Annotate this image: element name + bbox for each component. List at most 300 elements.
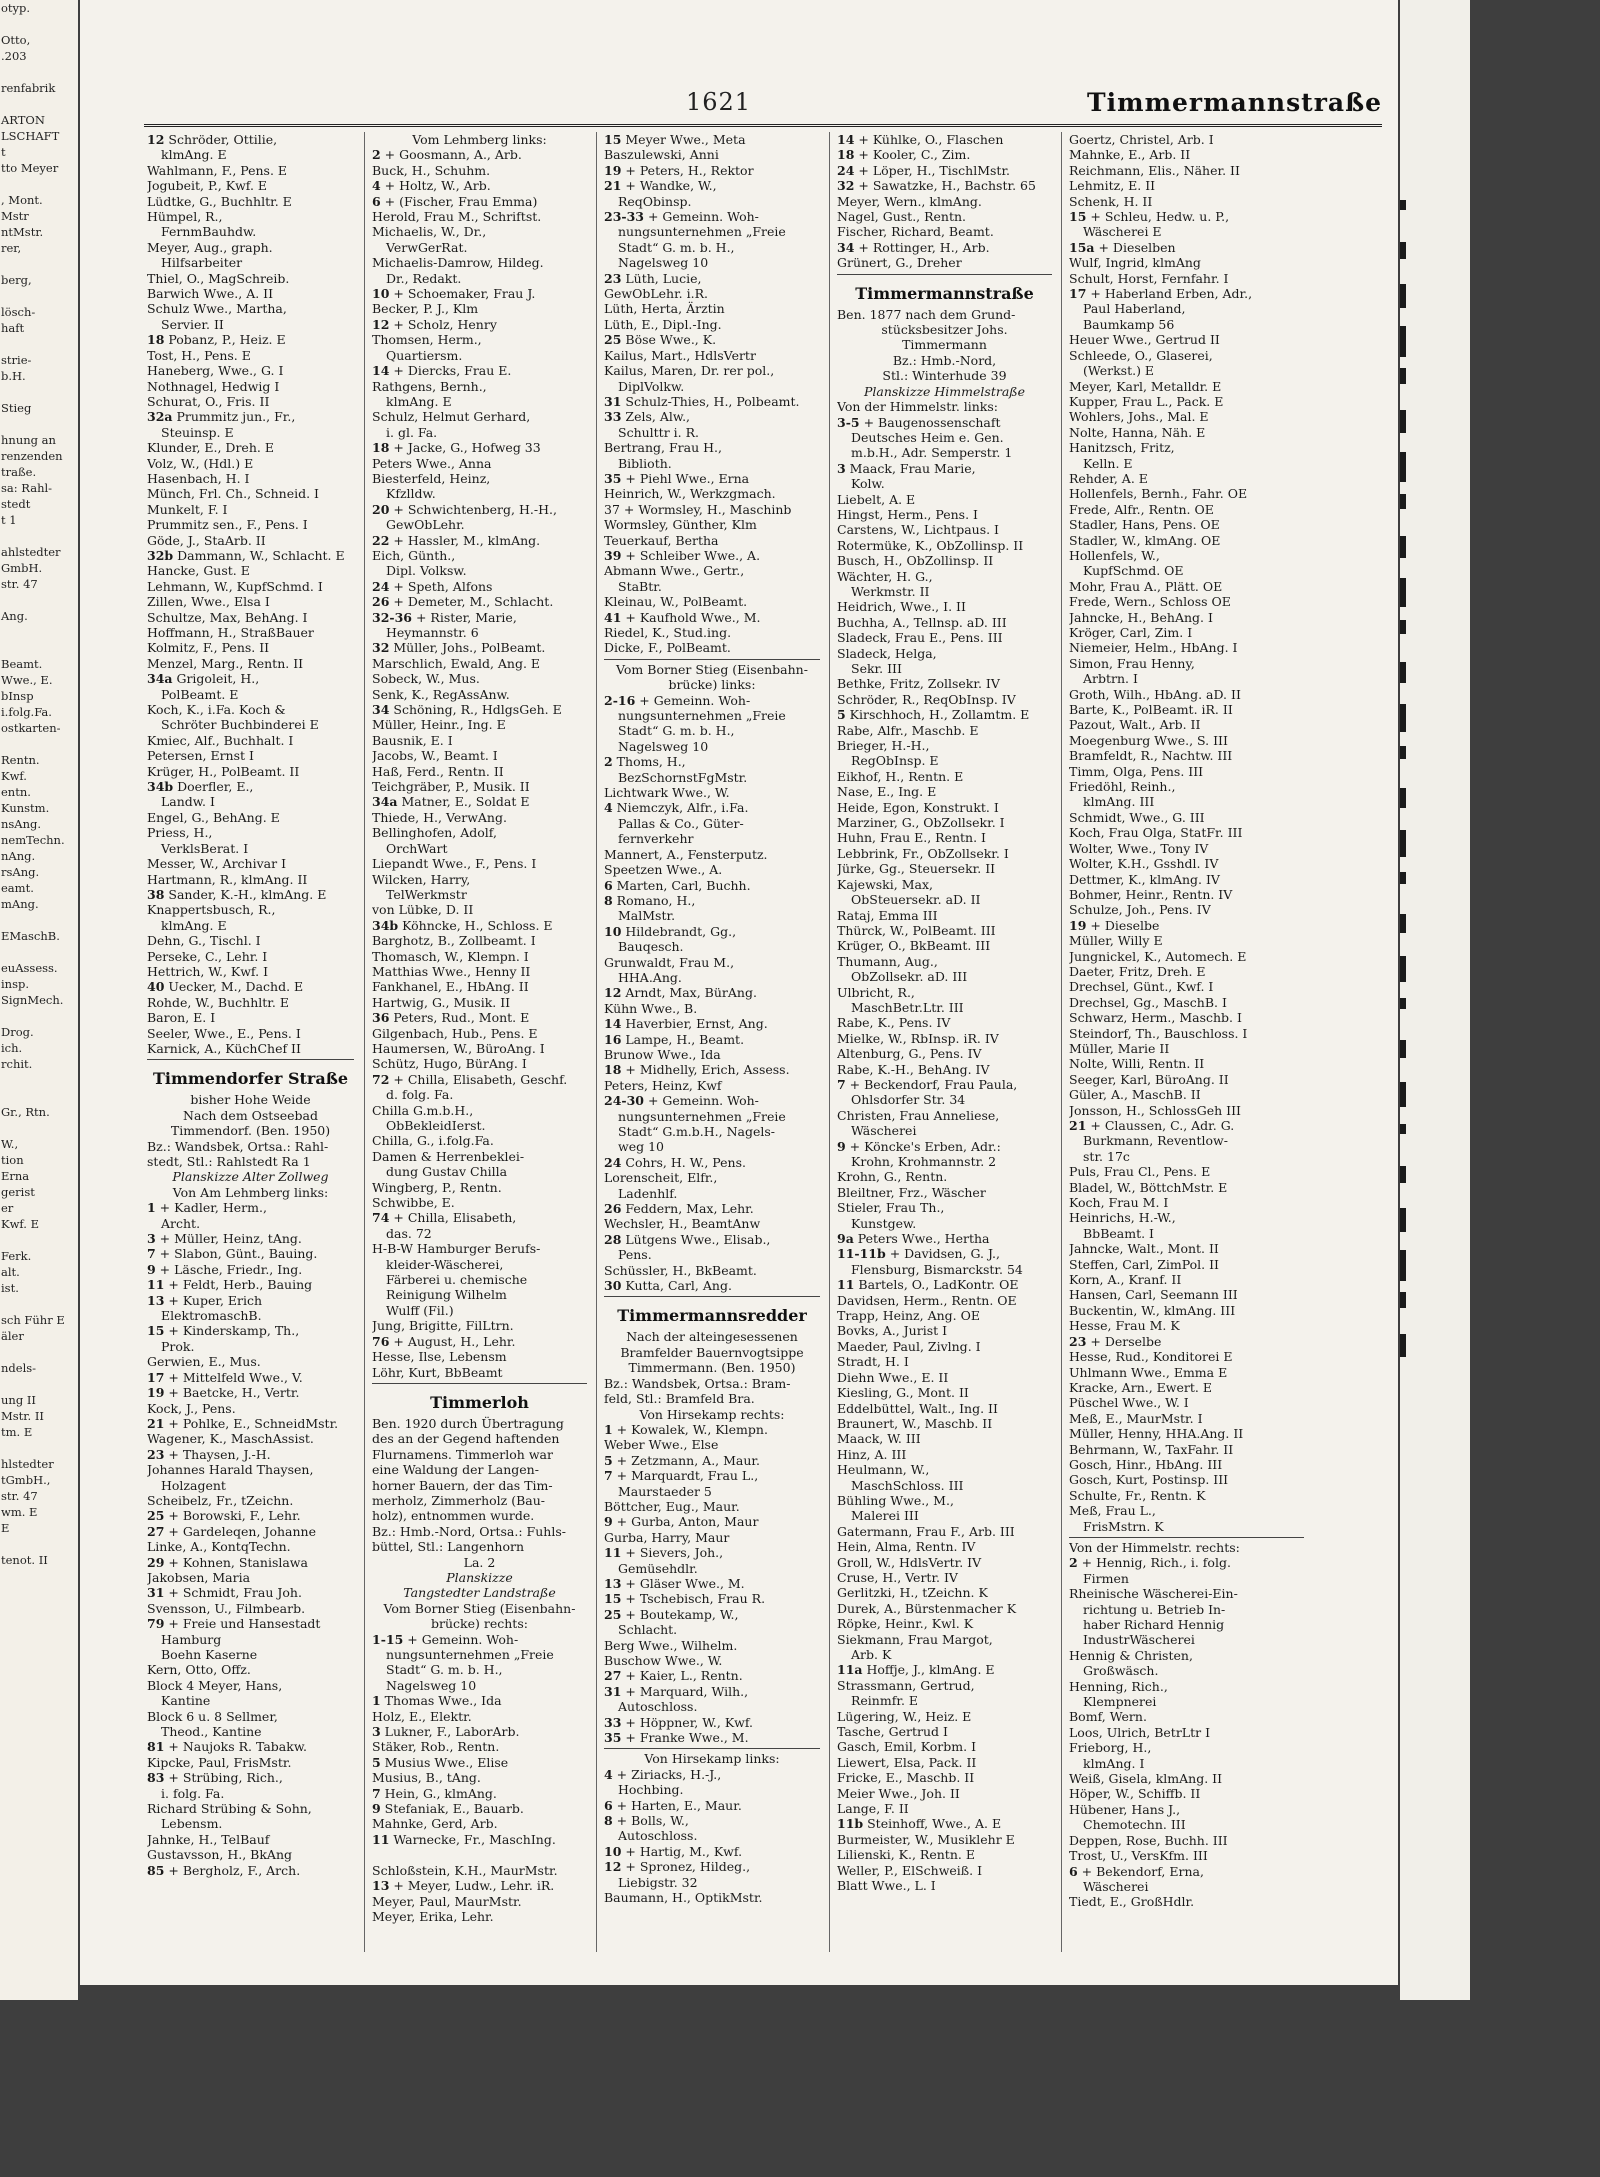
directory-entry: 26 Feddern, Max, Lehr. bbox=[604, 1201, 754, 1217]
directory-entry: 3 + Müller, Heinz, tAng. bbox=[147, 1231, 302, 1247]
directory-entry: Brunow Wwe., Ida bbox=[604, 1046, 721, 1062]
left-page-fragment: Mstr. II bbox=[1, 1409, 44, 1423]
directory-entry: Heinrich, W., Werkzgmach. bbox=[604, 486, 776, 502]
directory-entry: Hansen, Carl, Seemann III bbox=[1069, 1287, 1238, 1303]
directory-entry: 7 + Slabon, Günt., Bauing. bbox=[147, 1246, 318, 1262]
directory-entry: Kracke, Arn., Ewert. E bbox=[1069, 1379, 1212, 1395]
directory-entry: Lilienski, K., Rentn. E bbox=[837, 1847, 975, 1863]
directory-entry: Henning, Rich., bbox=[1069, 1678, 1168, 1694]
directory-entry: Boehn Kaserne bbox=[161, 1647, 258, 1662]
directory-entry: IndustrWäscherei bbox=[1083, 1632, 1195, 1648]
directory-entry: Rotermüke, K., ObZollinsp. II bbox=[837, 537, 1024, 553]
directory-entry: Gatermann, Frau F., Arb. III bbox=[837, 1523, 1015, 1539]
directory-entry: KupfSchmd. OE bbox=[1083, 563, 1184, 579]
directory-entry: Gosch, Kurt, Postinsp. III bbox=[1069, 1472, 1229, 1488]
directory-entry: 3 Lukner, F., LaborArb. bbox=[372, 1724, 520, 1740]
house-number: 34a bbox=[372, 794, 398, 810]
left-page-fragment: rer, bbox=[1, 241, 22, 255]
directory-entry: Nagelsweg 10 bbox=[618, 255, 709, 271]
directory-page bbox=[80, 0, 1398, 1985]
house-number: 10 bbox=[604, 1843, 622, 1859]
left-page-fragment: alt. bbox=[1, 1265, 20, 1279]
directory-entry: Kock, J., Pens. bbox=[147, 1400, 236, 1416]
street-note: Bramfelder Bauernvogtsippe bbox=[620, 1344, 804, 1360]
directory-entry: Arbtrn. I bbox=[1083, 671, 1138, 687]
directory-entry: nungsunternehmen „Freie bbox=[618, 708, 786, 724]
left-page-fragment bbox=[0, 1232, 78, 1248]
house-number: 5 bbox=[604, 1452, 613, 1468]
directory-entry: Schulttr i. R. bbox=[618, 424, 699, 440]
house-number: 23 bbox=[147, 1446, 165, 1462]
street-note: Timmermann bbox=[902, 337, 987, 353]
left-page-fragment: EMaschB. bbox=[1, 929, 60, 943]
right-page-edge-mark bbox=[1400, 704, 1406, 732]
right-page-edge-mark bbox=[1400, 872, 1406, 884]
directory-entry: Drechsel, Gg., MaschB. I bbox=[1069, 994, 1227, 1010]
directory-entry: Diehn Wwe., E. II bbox=[837, 1369, 949, 1385]
directory-entry: Mannert, A., Fensterputz. bbox=[604, 846, 768, 862]
directory-entry: dung Gustav Chilla bbox=[386, 1164, 508, 1180]
directory-entry: Wohlers, Johs., Mal. E bbox=[1069, 409, 1209, 425]
directory-entry: Schulz Wwe., Martha, bbox=[147, 301, 287, 317]
directory-entry: Deppen, Rose, Buchh. III bbox=[1069, 1832, 1228, 1848]
left-page-fragment: er bbox=[1, 1201, 14, 1215]
house-number: 22 bbox=[372, 532, 390, 548]
directory-entry: Tasche, Gertrud I bbox=[837, 1724, 948, 1740]
directory-entry: Prok. bbox=[161, 1338, 195, 1354]
directory-entry: Seeler, Wwe., E., Pens. I bbox=[147, 1025, 301, 1041]
directory-entry: Cruse, H., Vertr. IV bbox=[837, 1569, 958, 1585]
column-2 bbox=[364, 132, 591, 1952]
house-number: 15a bbox=[1069, 239, 1095, 255]
house-number: 38 bbox=[147, 886, 165, 902]
directory-entry: 21 + Wandke, W., bbox=[604, 178, 717, 194]
directory-entry: Hingst, Herm., Pens. I bbox=[837, 506, 978, 522]
directory-entry: Göde, J., StaArb. II bbox=[147, 532, 266, 548]
directory-entry: Menzel, Marg., Rentn. II bbox=[147, 655, 304, 671]
left-page-fragment: SignMech. bbox=[1, 993, 64, 1007]
directory-entry: 15 + Tschebisch, Frau R. bbox=[604, 1591, 766, 1607]
directory-entry: Schröter Buchbinderei E bbox=[161, 717, 319, 733]
house-number: 24 bbox=[604, 1154, 622, 1170]
directory-entry: Gosch, Hinr., HbAng. III bbox=[1069, 1456, 1223, 1472]
left-page-fragment bbox=[0, 736, 78, 752]
directory-entry: 24 + Löper, H., TischlMstr. bbox=[837, 162, 1011, 178]
directory-entry: Eikhof, H., Rentn. E bbox=[837, 768, 964, 784]
directory-entry: Kleinau, W., PolBeamt. bbox=[604, 594, 748, 610]
left-page-fragment: Drog. bbox=[1, 1025, 34, 1039]
directory-entry: 1 + Kadler, Herm., bbox=[147, 1200, 267, 1216]
directory-entry: 24-30 + Gemeinn. Woh- bbox=[604, 1093, 759, 1109]
directory-entry: 15 + Kinderskamp, Th., bbox=[147, 1323, 300, 1339]
directory-entry: Quartiersm. bbox=[386, 347, 463, 363]
directory-entry: 10 Hildebrandt, Gg., bbox=[604, 923, 737, 939]
directory-entry: Kunstgew. bbox=[851, 1215, 917, 1231]
directory-entry: Chemotechn. III bbox=[1083, 1817, 1186, 1833]
directory-entry: 3 Maack, Frau Marie, bbox=[837, 460, 976, 476]
directory-entry: Schwarz, Herm., Maschb. I bbox=[1069, 1010, 1242, 1026]
directory-entry: Ben. 1877 nach dem Grund- bbox=[837, 306, 1016, 322]
left-page-fragment: tto Meyer bbox=[1, 161, 59, 175]
directory-entry: Wingberg, P., Rentn. bbox=[372, 1179, 502, 1195]
house-number: 36 bbox=[372, 1010, 390, 1026]
directory-entry: Nolte, Willi, Rentn. II bbox=[1069, 1056, 1205, 1072]
directory-entry: Gasch, Emil, Korbm. I bbox=[837, 1739, 977, 1755]
directory-entry: Paul Haberland, bbox=[1083, 301, 1186, 317]
directory-entry: Bauqesch. bbox=[618, 939, 684, 955]
directory-entry: 29 + Kohnen, Stanislawa bbox=[147, 1554, 308, 1570]
left-page-fragment: Kwf. bbox=[1, 769, 27, 783]
directory-entry: Goertz, Christel, Arb. I bbox=[1069, 132, 1214, 147]
directory-entry: Engel, G., BehAng. E bbox=[147, 809, 280, 825]
section-divider bbox=[147, 1059, 354, 1060]
left-page-fragment bbox=[0, 384, 78, 400]
section-divider bbox=[604, 1296, 820, 1297]
left-page-fragment: t bbox=[1, 145, 6, 159]
left-page-fragment: Kunstm. bbox=[1, 801, 50, 815]
left-page-fragment: äler bbox=[1, 1329, 24, 1343]
directory-entry: Rathgens, Bernh., bbox=[372, 378, 487, 394]
directory-entry: Kern, Otto, Offz. bbox=[147, 1662, 251, 1678]
directory-entry: nungsunternehmen „Freie bbox=[618, 224, 786, 240]
directory-entry: Strassmann, Gertrud, bbox=[837, 1677, 975, 1693]
directory-entry: Senk, K., RegAssAnw. bbox=[372, 686, 510, 702]
house-number: 2 bbox=[372, 147, 381, 163]
directory-entry: Koch, Frau Olga, StatFr. III bbox=[1069, 825, 1243, 841]
left-page-fragment: hlstedter bbox=[1, 1457, 54, 1471]
directory-entry: Nase, E., Ing. E bbox=[837, 784, 937, 800]
directory-entry: Prummitz sen., F., Pens. I bbox=[147, 517, 308, 533]
directory-entry: Rehder, A. E bbox=[1069, 470, 1148, 486]
left-page-fragment bbox=[0, 1440, 78, 1456]
directory-entry: 34a Matner, E., Soldat E bbox=[372, 794, 530, 810]
house-number: 14 bbox=[837, 132, 855, 147]
left-page-fragment bbox=[0, 1008, 78, 1024]
directory-entry: des an der Gegend haftenden bbox=[372, 1431, 560, 1447]
directory-entry: Baumann, H., OptikMstr. bbox=[604, 1890, 763, 1906]
directory-entry: Schleede, O., Glaserei, bbox=[1069, 347, 1213, 363]
house-number: 33 bbox=[604, 409, 622, 425]
directory-entry: Becker, P. J., Klm bbox=[372, 301, 479, 317]
directory-entry: Stadt“ G.m.b.H., Nagels- bbox=[618, 1124, 775, 1139]
directory-entry: Wulf, Ingrid, klmAng bbox=[1069, 255, 1201, 271]
directory-entry: VerklsBerat. I bbox=[161, 840, 249, 856]
right-page-edge-mark bbox=[1400, 410, 1406, 433]
directory-entry: ElektromaschB. bbox=[161, 1308, 262, 1324]
column-5 bbox=[1061, 132, 1308, 1952]
house-number: 9 bbox=[147, 1261, 156, 1277]
directory-entry: Krüger, O., BkBeamt. III bbox=[837, 938, 991, 954]
left-page-fragment bbox=[0, 944, 78, 960]
house-number: 18 bbox=[604, 1062, 622, 1078]
house-number: 10 bbox=[372, 286, 390, 302]
directory-entry: Krüger, H., PolBeamt. II bbox=[147, 763, 300, 779]
directory-entry: Hollenfels, W., bbox=[1069, 547, 1160, 563]
directory-entry: 4 + Ziriacks, H.-J., bbox=[604, 1766, 722, 1782]
left-page-fragment bbox=[0, 1536, 78, 1552]
directory-entry: Bühling Wwe., M., bbox=[837, 1492, 954, 1508]
street-note: Vom Lehmberg links: bbox=[412, 132, 547, 147]
left-page-fragment: Rentn. bbox=[1, 753, 40, 767]
directory-entry: 31 + Schmidt, Frau Joh. bbox=[147, 1585, 302, 1601]
directory-entry: 6 + Bekendorf, Erna, bbox=[1069, 1863, 1204, 1879]
directory-entry: Dettmer, K., klmAng. IV bbox=[1069, 871, 1220, 887]
left-page-fragment bbox=[0, 336, 78, 352]
directory-entry: 6 Marten, Carl, Buchh. bbox=[604, 877, 751, 893]
directory-entry: 8 + Bolls, W., bbox=[604, 1813, 689, 1829]
directory-entry: Richard Strübing & Sohn, bbox=[147, 1801, 312, 1817]
directory-entry: Jahnke, H., TelBauf bbox=[147, 1831, 270, 1847]
house-number: 18 bbox=[837, 147, 855, 163]
street-note: Planskizze Alter Zollweg bbox=[172, 1169, 329, 1185]
directory-entry: Ladenhlf. bbox=[618, 1185, 678, 1201]
street-note: Tangstedter Landstraße bbox=[403, 1585, 556, 1601]
directory-entry: Nagel, Gust., Rentn. bbox=[837, 209, 967, 225]
directory-entry: Weiß, Gisela, klmAng. II bbox=[1069, 1771, 1223, 1787]
directory-entry: 10 + Schoemaker, Frau J. bbox=[372, 286, 536, 302]
directory-entry: Haneberg, Wwe., G. I bbox=[147, 363, 284, 379]
directory-entry: GewObLehr. bbox=[386, 517, 465, 533]
left-page-fragment: ung II bbox=[1, 1393, 36, 1407]
directory-entry: Rohde, W., Buchhltr. E bbox=[147, 994, 289, 1010]
directory-entry: Kmiec, Alf., Buchhalt. I bbox=[147, 732, 294, 748]
directory-entry: Chilla G.m.b.H., bbox=[372, 1102, 474, 1118]
directory-entry: Brieger, H.-H., bbox=[837, 738, 930, 754]
directory-entry: 5 + Zetzmann, A., Maur. bbox=[604, 1452, 760, 1468]
directory-entry: 25 Böse Wwe., K. bbox=[604, 332, 717, 348]
directory-entry: 41 + Kaufhold Wwe., M. bbox=[604, 609, 761, 625]
directory-entry: Löhr, Kurt, BbBeamt bbox=[372, 1364, 503, 1380]
left-page-fragment bbox=[0, 176, 78, 192]
street-heading: Timmermannsredder bbox=[617, 1306, 807, 1326]
directory-entry: Jonsson, H., SchlossGeh III bbox=[1069, 1102, 1241, 1118]
directory-entry: Reinmfr. E bbox=[851, 1693, 919, 1709]
left-page-fragment: sa: Rahl- bbox=[1, 481, 53, 495]
house-number: 1 bbox=[372, 1693, 381, 1709]
directory-entry: Heide, Egon, Konstrukt. I bbox=[837, 799, 999, 815]
left-page-fragment: traße. bbox=[1, 465, 37, 479]
directory-entry: Kajewski, Max, bbox=[837, 876, 933, 892]
directory-entry: Burkmann, Reventlow- bbox=[1083, 1133, 1228, 1149]
directory-entry: 26 + Demeter, M., Schlacht. bbox=[372, 594, 554, 610]
directory-entry: 39 + Schleiber Wwe., A. bbox=[604, 547, 761, 563]
directory-entry: 31 Schulz-Thies, H., Polbeamt. bbox=[604, 393, 800, 409]
directory-entry: stedt, Stl.: Rahlstedt Ra 1 bbox=[147, 1154, 311, 1169]
directory-entry: Scheibelz, Fr., tZeichn. bbox=[147, 1492, 294, 1508]
directory-entry: Lebbrink, Fr., ObZollsekr. I bbox=[837, 845, 1009, 861]
directory-entry: 7 + Marquardt, Frau L., bbox=[604, 1468, 759, 1484]
directory-entry: Thürck, W., PolBeamt. III bbox=[837, 922, 996, 938]
directory-entry: Rabe, Alfr., Maschb. E bbox=[837, 722, 979, 738]
directory-entry: Fricke, E., Maschb. II bbox=[837, 1770, 975, 1786]
directory-entry: 13 + Meyer, Ludw., Lehr. iR. bbox=[372, 1878, 555, 1894]
street-heading: Timmermannstraße bbox=[855, 283, 1034, 303]
running-title: Timmermannstraße bbox=[1087, 88, 1382, 117]
directory-entry: Matthias Wwe., Henny II bbox=[372, 963, 531, 979]
house-number: 9a bbox=[837, 1231, 854, 1247]
house-number: 12 bbox=[147, 132, 165, 147]
directory-entry: klmAng. E bbox=[386, 393, 452, 409]
directory-entry: MaschSchloss. III bbox=[851, 1477, 964, 1493]
directory-entry: Peters, Heinz, Kwf bbox=[604, 1077, 722, 1093]
left-page-fragment bbox=[0, 1072, 78, 1088]
directory-entry: 11 + Sievers, Joh., bbox=[604, 1545, 724, 1561]
left-page-edge bbox=[0, 0, 78, 2000]
directory-entry: Meß, E., MaurMstr. I bbox=[1069, 1410, 1203, 1426]
house-number: 34 bbox=[837, 239, 855, 255]
directory-entry: Koch, Frau M. I bbox=[1069, 1195, 1169, 1211]
directory-entry: MalMstr. bbox=[618, 908, 676, 924]
directory-entry: Abmann Wwe., Gertr., bbox=[604, 563, 745, 579]
directory-entry: 9 + Köncke's Erben, Adr.: bbox=[837, 1138, 1001, 1154]
house-number: 30 bbox=[604, 1278, 622, 1294]
directory-entry: Klempnerei bbox=[1083, 1694, 1157, 1710]
directory-entry: TelWerkmstr bbox=[386, 886, 467, 902]
directory-entry: Drechsel, Günt., Kwf. I bbox=[1069, 979, 1214, 995]
house-number: 29 bbox=[147, 1554, 165, 1570]
house-number: 24-30 bbox=[604, 1093, 644, 1109]
directory-entry: Nothnagel, Hedwig I bbox=[147, 378, 280, 394]
directory-entry: 34 + Rottinger, H., Arb. bbox=[837, 239, 990, 255]
directory-entry: Hanitzsch, Fritz, bbox=[1069, 440, 1175, 456]
directory-entry: Mielke, W., RbInsp. iR. IV bbox=[837, 1030, 999, 1046]
left-page-fragment: tm. E bbox=[1, 1425, 33, 1439]
directory-entry: Schütz, Hugo, BürAng. I bbox=[372, 1056, 527, 1072]
directory-entry: Koch, K., i.Fa. Koch & bbox=[147, 702, 286, 718]
street-note: Vom Borner Stieg (Eisenbahn- bbox=[383, 1600, 576, 1616]
directory-entry: Petersen, Ernst I bbox=[147, 748, 254, 764]
left-page-fragment bbox=[0, 1344, 78, 1360]
left-page-fragment: Otto, bbox=[1, 33, 31, 47]
directory-entry: Stadt“ G. m. b. H., bbox=[618, 723, 735, 739]
directory-entry: StaBtr. bbox=[618, 578, 662, 594]
directory-entry: 18 Pobanz, P., Heiz. E bbox=[147, 332, 286, 348]
directory-entry: Reichmann, Elis., Näher. II bbox=[1069, 162, 1240, 178]
street-note: La. 2 bbox=[463, 1554, 496, 1570]
left-page-fragment: b.H. bbox=[1, 369, 26, 383]
directory-entry: 5 Kirschhoch, H., Zollamtm. E bbox=[837, 707, 1030, 723]
house-number: 16 bbox=[604, 1031, 622, 1047]
left-page-fragment bbox=[0, 528, 78, 544]
left-page-fragment: tenot. II bbox=[1, 1553, 48, 1567]
house-number: 15 bbox=[1069, 209, 1087, 225]
directory-entry: Svensson, U., Filmbearb. bbox=[147, 1600, 306, 1616]
directory-entry: Teichgräber, P., Musik. II bbox=[372, 779, 530, 795]
street-note: brücke) links: bbox=[668, 677, 756, 693]
street-note: Timmermann. (Ben. 1950) bbox=[628, 1360, 796, 1376]
directory-entry: Lorenscheit, Elfr., bbox=[604, 1170, 718, 1186]
directory-entry: Bertrang, Frau H., bbox=[604, 440, 722, 456]
directory-entry: Sekr. III bbox=[851, 661, 902, 676]
page-number: 1621 bbox=[686, 88, 752, 116]
street-note: Von Am Lehmberg links: bbox=[172, 1184, 329, 1200]
house-number: 18 bbox=[147, 332, 165, 348]
house-number: 19 bbox=[147, 1385, 165, 1401]
directory-entry: Fischer, Richard, Beamt. bbox=[837, 224, 994, 240]
house-number: 3-5 bbox=[837, 414, 860, 430]
directory-entry: 18 + Midhelly, Erich, Assess. bbox=[604, 1062, 790, 1078]
directory-entry: Barwich Wwe., A. II bbox=[147, 286, 274, 302]
directory-entry: Peters Wwe., Anna bbox=[372, 455, 492, 471]
house-number: 7 bbox=[147, 1246, 156, 1262]
right-page-edge-mark bbox=[1400, 1166, 1406, 1183]
directory-entry: Durek, A., Bürstenmacher K bbox=[837, 1600, 1017, 1616]
directory-entry: RegObInsp. E bbox=[851, 753, 939, 769]
house-number: 2 bbox=[1069, 1555, 1078, 1571]
directory-entry: Güler, A., MaschB. II bbox=[1069, 1087, 1201, 1103]
house-number: 31 bbox=[604, 1683, 622, 1699]
directory-entry: Rataj, Emma III bbox=[837, 907, 938, 923]
directory-entry: Reinigung Wilhelm bbox=[386, 1287, 507, 1303]
directory-entry: Buckentin, W., klmAng. III bbox=[1069, 1302, 1236, 1318]
directory-entry: Autoschloss. bbox=[618, 1828, 698, 1844]
directory-entry: Jahncke, H., BehAng. I bbox=[1069, 609, 1213, 625]
directory-entry: 34 Schöning, R., HdlgsGeh. E bbox=[372, 702, 562, 718]
directory-entry: Ben. 1920 durch Übertragung bbox=[372, 1415, 564, 1431]
directory-entry: 21 + Pohlke, E., SchneidMstr. bbox=[147, 1415, 339, 1431]
directory-entry: Biblioth. bbox=[618, 455, 672, 471]
directory-entry: 2-16 + Gemeinn. Woh- bbox=[604, 692, 751, 708]
directory-entry: klmAng. E bbox=[161, 917, 227, 933]
directory-entry: Korn, A., Kranf. II bbox=[1069, 1272, 1182, 1288]
directory-entry: Wolter, Wwe., Tony IV bbox=[1069, 840, 1209, 856]
left-page-fragment: ahlstedter bbox=[1, 545, 61, 559]
left-page-fragment: .203 bbox=[1, 49, 27, 63]
left-page-fragment bbox=[0, 1120, 78, 1136]
left-page-fragment: Kwf. E bbox=[1, 1217, 39, 1231]
directory-entry: Höper, W., Schiffb. II bbox=[1069, 1786, 1201, 1802]
house-number: 32b bbox=[147, 547, 174, 563]
directory-entry: Mahnke, Gerd, Arb. bbox=[372, 1816, 498, 1832]
directory-entry: Damen & Herrenbeklei- bbox=[372, 1148, 525, 1164]
left-page-fragment: Ferk. bbox=[1, 1249, 32, 1263]
directory-entry: Stadler, Hans, Pens. OE bbox=[1069, 517, 1220, 533]
directory-entry: Marziner, G., ObZollsekr. I bbox=[837, 815, 1005, 831]
directory-entry: eine Waldung der Langen- bbox=[372, 1462, 539, 1478]
directory-entry: Gemüsehdlr. bbox=[618, 1560, 698, 1576]
house-number: 3 bbox=[837, 460, 846, 476]
house-number: 25 bbox=[604, 1606, 622, 1622]
directory-entry: Frede, Alfr., Rentn. OE bbox=[1069, 501, 1214, 517]
directory-entry: Teuerkauf, Bertha bbox=[604, 532, 719, 548]
house-number: 41 bbox=[604, 609, 622, 625]
directory-entry: Volz, W., (Hdl.) E bbox=[147, 455, 254, 471]
directory-entry: Berg Wwe., Wilhelm. bbox=[604, 1637, 738, 1653]
left-page-fragment: haft bbox=[1, 321, 25, 335]
directory-entry: klmAng. E bbox=[161, 147, 227, 163]
directory-entry: Landw. I bbox=[161, 794, 215, 810]
directory-entry: Hümpel, R., bbox=[147, 209, 223, 225]
directory-entry: Wilcken, Harry, bbox=[372, 871, 471, 887]
house-number: 6 bbox=[372, 193, 381, 209]
directory-entry: 2 Thoms, H., bbox=[604, 754, 686, 770]
street-note: Planskizze Himmelstraße bbox=[863, 383, 1026, 399]
directory-entry bbox=[372, 1847, 587, 1862]
directory-entry: Baszulewski, Anni bbox=[604, 147, 719, 163]
directory-entry: Schulze, Joh., Pens. IV bbox=[1069, 902, 1211, 918]
right-page-edge-mark bbox=[1400, 1334, 1406, 1357]
directory-entry: 23-33 + Gemeinn. Woh- bbox=[604, 209, 759, 225]
directory-entry: Kolmitz, F., Pens. II bbox=[147, 640, 270, 656]
directory-entry: OrchWart bbox=[386, 840, 448, 856]
left-page-fragment: Gr., Rtn. bbox=[1, 1105, 50, 1119]
right-page-edge-mark bbox=[1400, 326, 1406, 357]
house-number: 32-36 bbox=[372, 609, 412, 625]
directory-entry: 28 Lütgens Wwe., Elisab., bbox=[604, 1231, 771, 1247]
left-page-fragment: LSCHAFT bbox=[1, 129, 60, 143]
directory-entry: Biesterfeld, Heinz, bbox=[372, 470, 491, 486]
directory-entry: Friedöhl, Reinh., bbox=[1069, 779, 1176, 795]
